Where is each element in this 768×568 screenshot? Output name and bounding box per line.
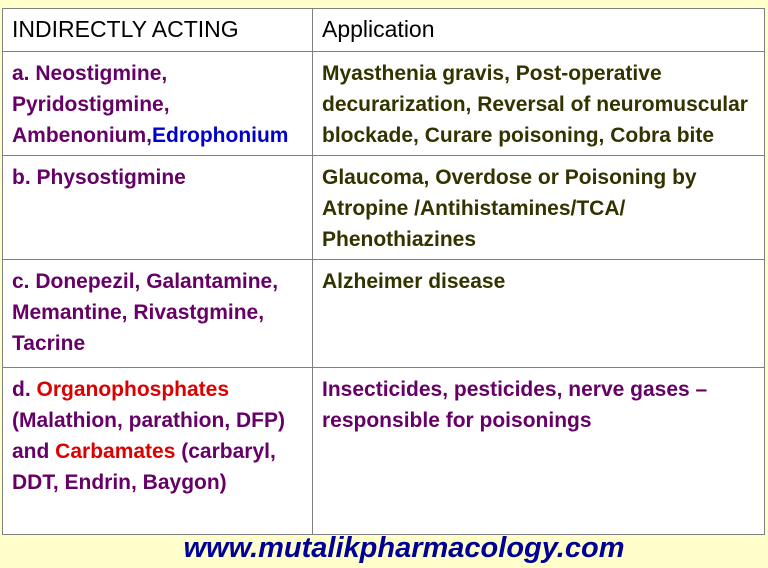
drug-name-carbamates: Carbamates — [55, 440, 176, 463]
drug-name-organophosphates: Organophosphates — [36, 378, 230, 401]
drug-examples-2: (carbaryl, DDT, Endrin, Baygon) — [12, 440, 276, 494]
drug-cell — [3, 52, 313, 156]
drug-cell: b. Physostigmine — [3, 156, 313, 260]
application-cell: Alzheimer disease — [313, 260, 765, 368]
table-row — [3, 156, 765, 260]
drug-cell: c. Donepezil, Galantamine, Memantine, Rivastgmine, Tacrine — [3, 260, 313, 368]
drug-table — [2, 8, 765, 535]
drug-cell — [3, 368, 313, 535]
header-indirectly-acting: INDIRECTLY ACTING — [3, 9, 313, 52]
footer-url: www.mutalikpharmacology.com — [183, 532, 625, 564]
application-cell: Insecticides, pesticides, nerve gases – responsible for poisonings — [313, 368, 765, 535]
table-row — [3, 52, 765, 156]
header-application: Application — [313, 9, 765, 52]
table-row — [3, 260, 765, 368]
drug-prefix: d. — [12, 378, 37, 401]
drug-name-edrophonium: Edrophonium — [152, 124, 289, 147]
table-header-row — [3, 9, 765, 52]
application-cell: Myasthenia gravis, Post-operative decurarization, Reversal of neuromuscular blockade, Curare poisoning, Cobra bite — [313, 52, 765, 156]
table-row — [3, 368, 765, 535]
drug-names: a. Neostigmine, Pyridostigmine, Ambenonium, — [12, 62, 170, 147]
drug-examples: (Malathion, parathion, DFP) and — [12, 409, 285, 463]
application-cell: Glaucoma, Overdose or Poisoning by Atropine /Antihistamines/TCA/ Phenothiazines — [313, 156, 765, 260]
